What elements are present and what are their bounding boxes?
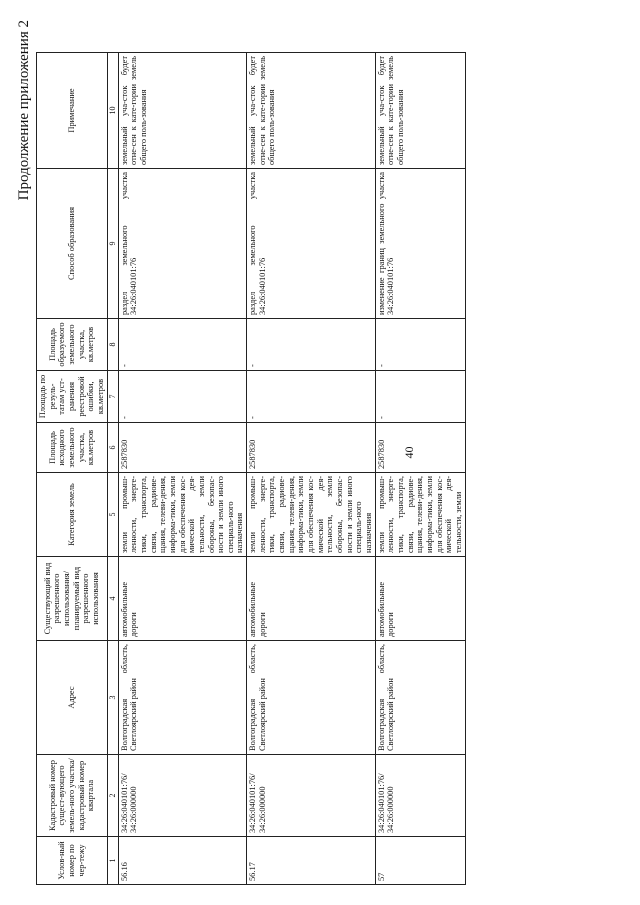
plot-number: 56.16	[118, 837, 247, 885]
column-number: 3	[107, 641, 118, 755]
table-row	[118, 53, 247, 885]
header-cell: Примечание	[37, 53, 108, 169]
column-number-row	[107, 53, 118, 885]
header-cell: Существующий вид разрешенного использования/ планируемый вид разрешенного использования	[37, 557, 108, 641]
column-number: 2	[107, 755, 118, 837]
table-row	[247, 53, 376, 885]
cadastral-number: 34:26:040101:76/ 34:26:000000	[375, 755, 465, 837]
permitted-use: автомобильные дороги	[247, 557, 376, 641]
permitted-use: автомобильные дороги	[118, 557, 247, 641]
column-number: 8	[107, 319, 118, 371]
column-number: 7	[107, 371, 118, 423]
header-cell: Площадь исходного земельного участка, кв.метров	[37, 423, 108, 473]
source-area: 2587830	[118, 423, 247, 473]
new-plot-area: -	[118, 319, 247, 371]
land-category: земли промыш-ленности, энерге-тики, транспорта, связи, радиове-щания, телеви-дения, информа-тики, земли для обеспечения кос-мической дея-тельности, земли обороны, безопас-ности и земли иного специаль-ного назначения	[118, 473, 247, 557]
permitted-use: автомобильные дороги	[375, 557, 465, 641]
source-area: 2587830	[375, 423, 465, 473]
column-number: 6	[107, 423, 118, 473]
corrected-area: -	[375, 371, 465, 423]
table-row	[375, 53, 465, 885]
header-cell: Категория земель	[37, 473, 108, 557]
header-cell: Способ образования	[37, 169, 108, 319]
land-plots-table	[36, 52, 466, 885]
new-plot-area: -	[247, 319, 376, 371]
appendix-caption: Продолжение приложения 2	[16, 20, 32, 201]
land-category: земли промыш-ленности, энерге-тики, транспорта, связи, радиове-щания, телеви-дения, информа-тики, земли для обеспечения кос-мической дея-тельности, земли	[375, 473, 465, 557]
column-number: 10	[107, 53, 118, 169]
cadastral-number: 34:26:040101:76/ 34:26:000000	[118, 755, 247, 837]
column-number: 5	[107, 473, 118, 557]
header-cell: Услов-ный номер по чер-тежу	[37, 837, 108, 885]
address: Волгоградская область, Светлоярский район	[375, 641, 465, 755]
plot-number: 56.17	[247, 837, 376, 885]
formation-method: раздел земельного участка 34:26:040101:76	[247, 169, 376, 319]
column-number: 1	[107, 837, 118, 885]
plot-number: 57	[375, 837, 465, 885]
formation-method: изменение границ земельного участка 34:26:040101:76	[375, 169, 465, 319]
corrected-area: -	[247, 371, 376, 423]
note: земельный уча-сток будет отне-сен к кате-гории земель общего поль-зования	[375, 53, 465, 169]
source-area: 2587830	[247, 423, 376, 473]
note: земельный уча-сток будет отне-сен к кате-гории земель общего поль-зования	[118, 53, 247, 169]
header-cell: Адрес	[37, 641, 108, 755]
header-cell: Площадь по резуль-татам уст-ранения реестровой ошибки, кв.метров	[37, 371, 108, 423]
note: земельный уча-сток будет отне-сен к кате-гории земель общего поль-зования	[247, 53, 376, 169]
address: Волгоградская область, Светлоярский район	[247, 641, 376, 755]
address: Волгоградская область, Светлоярский район	[118, 641, 247, 755]
column-number: 9	[107, 169, 118, 319]
land-category: земли промыш-ленности, энерге-тики, транспорта, связи, радиове-щания, телеви-дения, информа-тики, земли для обеспечения кос-мической дея-тельности, земли обороны, безопас-ности и земли иного специаль-ного назначения	[247, 473, 376, 557]
column-number: 4	[107, 557, 118, 641]
formation-method: раздел земельного участка 34:26:040101:76	[118, 169, 247, 319]
header-cell: Кадастровый номер сущест-вующего земель-ного участка/ кадастровый номер квартала	[37, 755, 108, 837]
corrected-area: -	[118, 371, 247, 423]
header-row	[37, 53, 108, 885]
header-cell: Площадь образуемого земельного участка, кв.метров	[37, 319, 108, 371]
cadastral-number: 34:26:040101:76/ 34:26:000000	[247, 755, 376, 837]
new-plot-area: -	[375, 319, 465, 371]
page-number: 40	[402, 446, 416, 459]
